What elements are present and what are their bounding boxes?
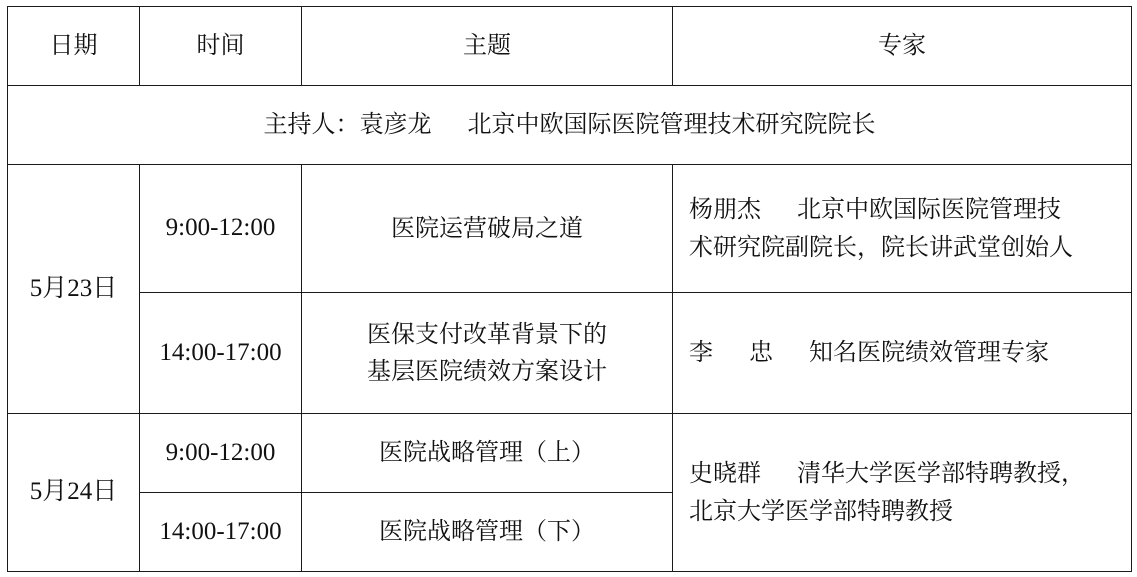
host-row <box>8 86 1132 165</box>
table-row <box>8 293 1132 414</box>
topic-cell <box>302 165 673 293</box>
topic-cell <box>302 293 673 414</box>
time-cell: 9:00-12:00 <box>140 165 302 293</box>
date-cell-may23 <box>8 165 140 414</box>
expert-line: 北京大学医学部特聘教授 <box>689 496 953 525</box>
topic-line: 医院运营破局之道 <box>391 213 583 242</box>
expert-cell <box>673 165 1132 293</box>
date-cell-may24 <box>8 414 140 572</box>
expert-cell <box>673 293 1132 414</box>
topic-cell <box>302 493 673 572</box>
time-cell: 14:00-17:00 <box>140 293 302 414</box>
header-topic: 主题 <box>302 7 673 86</box>
expert-line <box>689 455 1123 492</box>
expert-line: 术研究院副院长，院长讲武堂创始人 <box>689 232 1073 261</box>
topic-cell <box>302 414 673 493</box>
topic-line: 医保支付改革背景下的 <box>367 319 607 348</box>
header-time: 时间 <box>140 7 302 86</box>
expert-name: 杨朋杰 <box>689 195 761 224</box>
header-row <box>8 7 1132 86</box>
host-title: 北京中欧国际医院管理技术研究院院长 <box>467 110 876 139</box>
topic-line: 基层医院绩效方案设计 <box>367 357 607 385</box>
expert-line <box>689 191 1123 228</box>
time-cell: 14:00-17:00 <box>140 493 302 572</box>
topic-line: 医院战略管理（下） <box>379 517 595 546</box>
expert-name: 史晓群 <box>689 459 761 488</box>
table-row <box>8 414 1132 493</box>
host-cell <box>8 86 1132 165</box>
header-date: 日期 <box>8 7 140 86</box>
expert-name-part: 李 <box>689 338 713 367</box>
header-expert: 专家 <box>673 7 1132 86</box>
expert-cell <box>673 414 1132 572</box>
expert-title: 北京中欧国际医院管理技 <box>797 195 1061 224</box>
expert-name-part: 忠 <box>749 338 773 367</box>
expert-title: 清华大学医学部特聘教授， <box>797 459 1085 488</box>
date-may23: 5月23日 <box>29 274 118 302</box>
table-row <box>8 165 1132 293</box>
time-cell: 9:00-12:00 <box>140 414 302 493</box>
topic-line: 医院战略管理（上） <box>379 438 595 467</box>
schedule-table <box>7 6 1132 572</box>
date-may24: 5月24日 <box>29 478 118 506</box>
expert-title: 知名医院绩效管理专家 <box>809 338 1049 367</box>
host-label: 主持人：袁彦龙 <box>263 110 432 139</box>
